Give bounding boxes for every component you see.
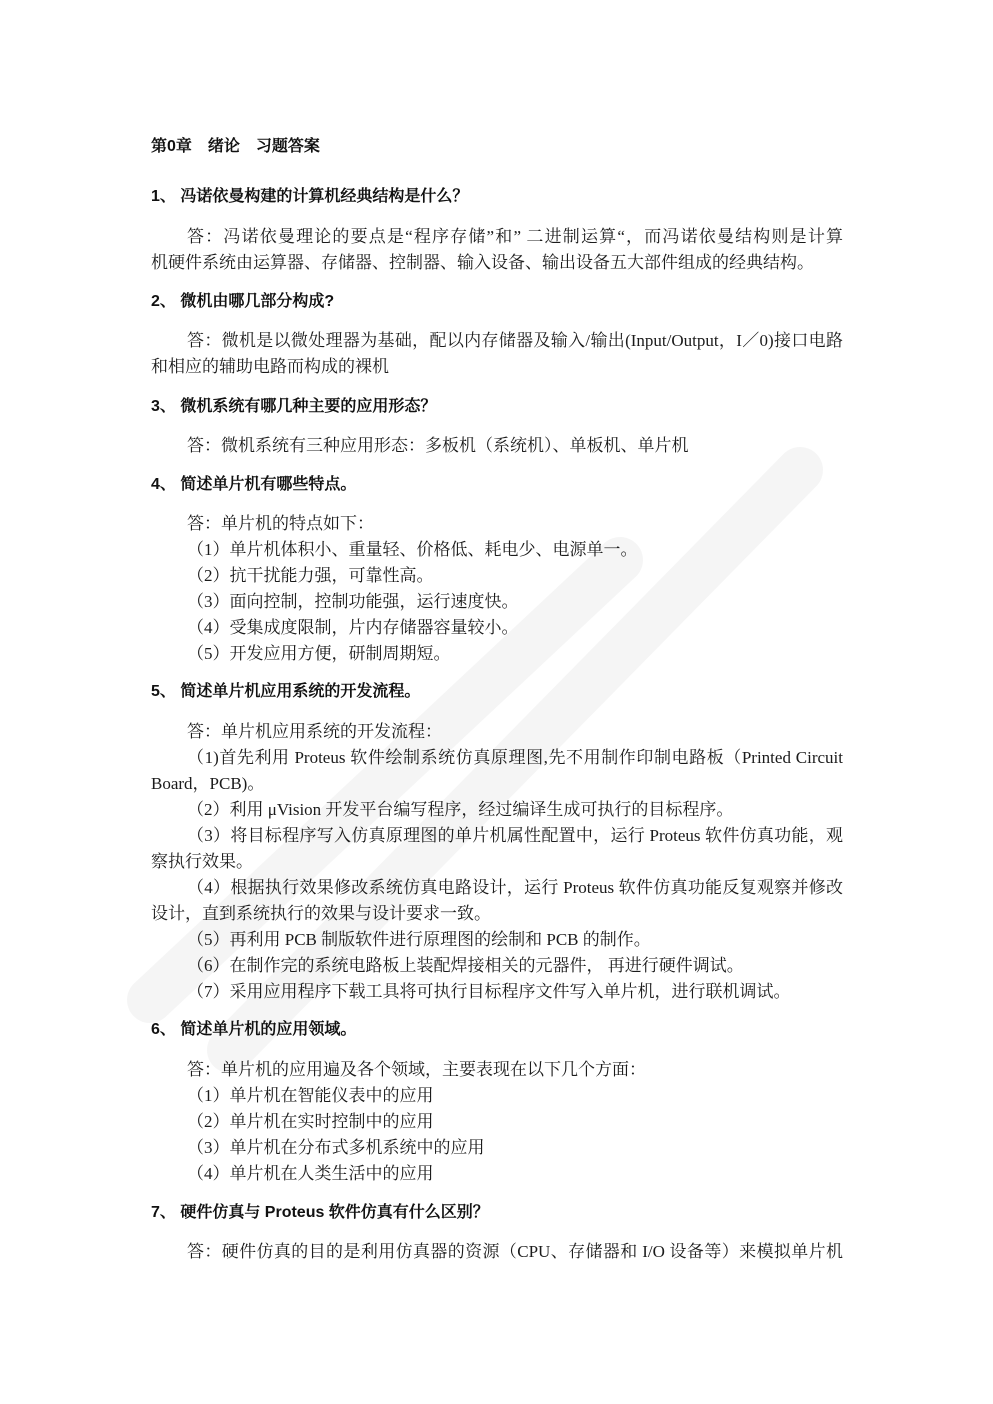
question-heading-1: 1、 冯诺依曼构建的计算机经典结构是什么？	[151, 188, 469, 205]
chapter-title: 第0章 绪论 习题答案	[151, 138, 320, 155]
answer-line: 答：微机是以微处理器为基础，配以内存储器及输入/输出(Input/Output，I／0)接口电路	[187, 331, 843, 350]
list-item: （4）受集成度限制，片内存储器容量较小。	[187, 618, 519, 637]
list-item: （3）将目标程序写入仿真原理图的单片机属性配置中，运行 Proteus 软件仿真功能，观	[187, 826, 843, 845]
list-item-continuation: 察执行效果。	[151, 852, 253, 871]
answer-line: 机硬件系统由运算器、存储器、控制器、输入设备、输出设备五大部件组成的经典结构。	[151, 253, 814, 272]
question-heading-4: 4、 简述单片机有哪些特点。	[151, 476, 357, 493]
list-item-continuation: Board，PCB)。	[151, 774, 265, 793]
list-item: （4）单片机在人类生活中的应用	[187, 1164, 434, 1183]
list-item: （2）利用 μVision 开发平台编写程序，经过编译生成可执行的目标程序。	[187, 800, 734, 819]
question-heading-5: 5、 简述单片机应用系统的开发流程。	[151, 683, 421, 700]
list-item: （4）根据执行效果修改系统仿真电路设计，运行 Proteus 软件仿真功能反复观察并修改	[187, 878, 843, 897]
list-item: （7）采用应用程序下载工具将可执行目标程序文件写入单片机，进行联机调试。	[187, 982, 791, 1001]
list-item: （6）在制作完的系统电路板上装配焊接相关的元器件， 再进行硬件调试。	[187, 956, 744, 975]
question-heading-3: 3、 微机系统有哪几种主要的应用形态？	[151, 398, 437, 415]
answer-line: 和相应的辅助电路而构成的裸机	[151, 357, 389, 376]
list-item: （5）再利用 PCB 制版软件进行原理图的绘制和 PCB 的制作。	[187, 930, 651, 949]
list-item: （5）开发应用方便，研制周期短。	[187, 644, 451, 663]
question-heading-2: 2、 微机由哪几部分构成?	[151, 293, 335, 310]
list-item: （1)首先利用 Proteus 软件绘制系统仿真原理图,先不用制作印制电路板（Printed Circuit	[187, 748, 843, 767]
list-item: （1）单片机体积小、重量轻、价格低、耗电少、电源单一。	[187, 540, 638, 559]
question-heading-6: 6、 简述单片机的应用领域。	[151, 1021, 357, 1038]
answer-line: 答：单片机的应用遍及各个领域，主要表现在以下几个方面：	[187, 1060, 646, 1079]
list-item-continuation: 设计，直到系统执行的效果与设计要求一致。	[151, 904, 491, 923]
answer-line: 答：单片机应用系统的开发流程：	[187, 722, 442, 741]
list-item: （3）单片机在分布式多机系统中的应用	[187, 1138, 485, 1157]
list-item: （2）抗干扰能力强，可靠性高。	[187, 566, 434, 585]
answer-line: 答：硬件仿真的目的是利用仿真器的资源（CPU、存储器和 I/O 设备等）来模拟单片机	[187, 1242, 843, 1261]
list-item: （1）单片机在智能仪表中的应用	[187, 1086, 434, 1105]
answer-line: 答：冯诺依曼理论的要点是“程序存储”和” 二进制运算“，而冯诺依曼结构则是计算	[187, 227, 843, 246]
list-item: （3）面向控制，控制功能强，运行速度快。	[187, 592, 519, 611]
answer-line: 答：单片机的特点如下：	[187, 514, 374, 533]
list-item: （2）单片机在实时控制中的应用	[187, 1112, 434, 1131]
question-heading-7: 7、 硬件仿真与 Proteus 软件仿真有什么区别？	[151, 1204, 489, 1221]
answer-line: 答：微机系统有三种应用形态：多板机（系统机）、单板机、单片机	[187, 436, 689, 455]
